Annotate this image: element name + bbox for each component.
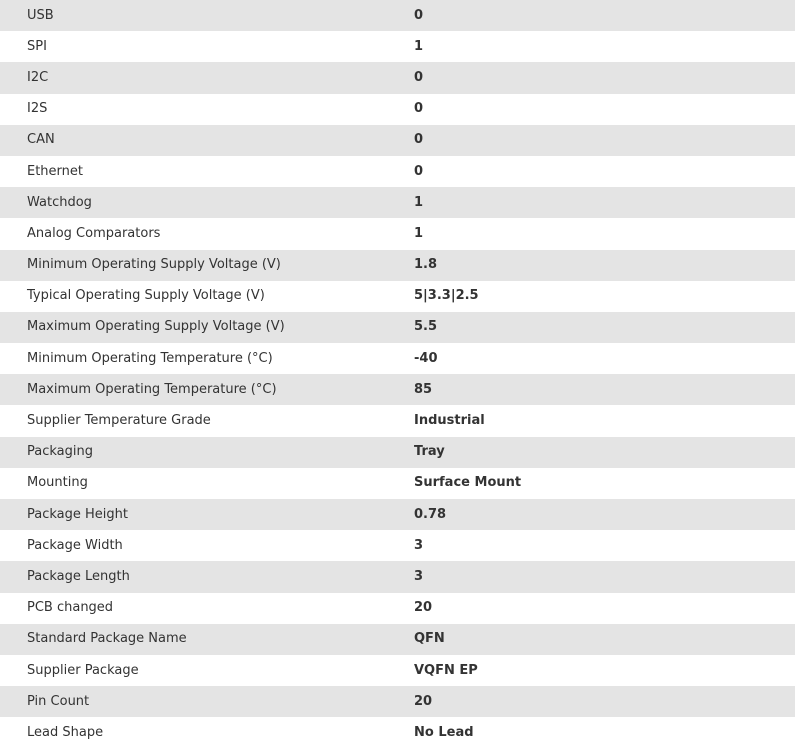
spec-row — [0, 655, 795, 686]
spec-row — [0, 218, 795, 249]
spec-value: 1 — [414, 187, 795, 218]
spec-value: 85 — [414, 374, 795, 405]
spec-value: 5.5 — [414, 312, 795, 343]
spec-row — [0, 94, 795, 125]
spec-row — [0, 405, 795, 436]
spec-row — [0, 686, 795, 717]
spec-row — [0, 0, 795, 31]
spec-value: -40 — [414, 343, 795, 374]
spec-value: 1.8 — [414, 250, 795, 281]
spec-label: Pin Count — [0, 686, 414, 717]
spec-value: 20 — [414, 686, 795, 717]
spec-row — [0, 31, 795, 62]
spec-row — [0, 437, 795, 468]
spec-row — [0, 593, 795, 624]
spec-label: Supplier Package — [0, 655, 414, 686]
spec-row — [0, 281, 795, 312]
spec-label: Watchdog — [0, 187, 414, 218]
spec-label: Typical Operating Supply Voltage (V) — [0, 281, 414, 312]
spec-row — [0, 62, 795, 93]
spec-label: Ethernet — [0, 156, 414, 187]
spec-row — [0, 624, 795, 655]
spec-label: CAN — [0, 125, 414, 156]
spec-label: Package Height — [0, 499, 414, 530]
spec-value: 0 — [414, 62, 795, 93]
spec-row — [0, 156, 795, 187]
spec-row — [0, 717, 795, 748]
spec-value: VQFN EP — [414, 655, 795, 686]
spec-label: Lead Shape — [0, 717, 414, 748]
spec-value: 0 — [414, 0, 795, 31]
spec-row — [0, 561, 795, 592]
spec-value: QFN — [414, 624, 795, 655]
spec-label: Mounting — [0, 468, 414, 499]
spec-row — [0, 343, 795, 374]
spec-value: 20 — [414, 593, 795, 624]
spec-row — [0, 499, 795, 530]
spec-value: Surface Mount — [414, 468, 795, 499]
spec-row — [0, 530, 795, 561]
spec-row — [0, 250, 795, 281]
spec-label: Maximum Operating Supply Voltage (V) — [0, 312, 414, 343]
spec-value: Tray — [414, 437, 795, 468]
spec-value: 0 — [414, 94, 795, 125]
spec-value: 0 — [414, 156, 795, 187]
spec-value: 0 — [414, 125, 795, 156]
spec-label: I2S — [0, 94, 414, 125]
spec-label: I2C — [0, 62, 414, 93]
spec-value: 0.78 — [414, 499, 795, 530]
spec-value: 5|3.3|2.5 — [414, 281, 795, 312]
spec-label: SPI — [0, 31, 414, 62]
spec-row — [0, 374, 795, 405]
spec-value: 1 — [414, 218, 795, 249]
spec-row — [0, 312, 795, 343]
spec-value: 3 — [414, 561, 795, 592]
spec-label: USB — [0, 0, 414, 31]
spec-label: Minimum Operating Supply Voltage (V) — [0, 250, 414, 281]
spec-label: Maximum Operating Temperature (°C) — [0, 374, 414, 405]
spec-label: Analog Comparators — [0, 218, 414, 249]
spec-label: Packaging — [0, 437, 414, 468]
spec-label: Minimum Operating Temperature (°C) — [0, 343, 414, 374]
spec-value: 1 — [414, 31, 795, 62]
spec-label: Package Length — [0, 561, 414, 592]
spec-label: PCB changed — [0, 593, 414, 624]
spec-row — [0, 468, 795, 499]
spec-row — [0, 125, 795, 156]
spec-value: No Lead — [414, 717, 795, 748]
spec-row — [0, 187, 795, 218]
spec-label: Supplier Temperature Grade — [0, 405, 414, 436]
spec-label: Standard Package Name — [0, 624, 414, 655]
spec-value: Industrial — [414, 405, 795, 436]
spec-value: 3 — [414, 530, 795, 561]
spec-label: Package Width — [0, 530, 414, 561]
